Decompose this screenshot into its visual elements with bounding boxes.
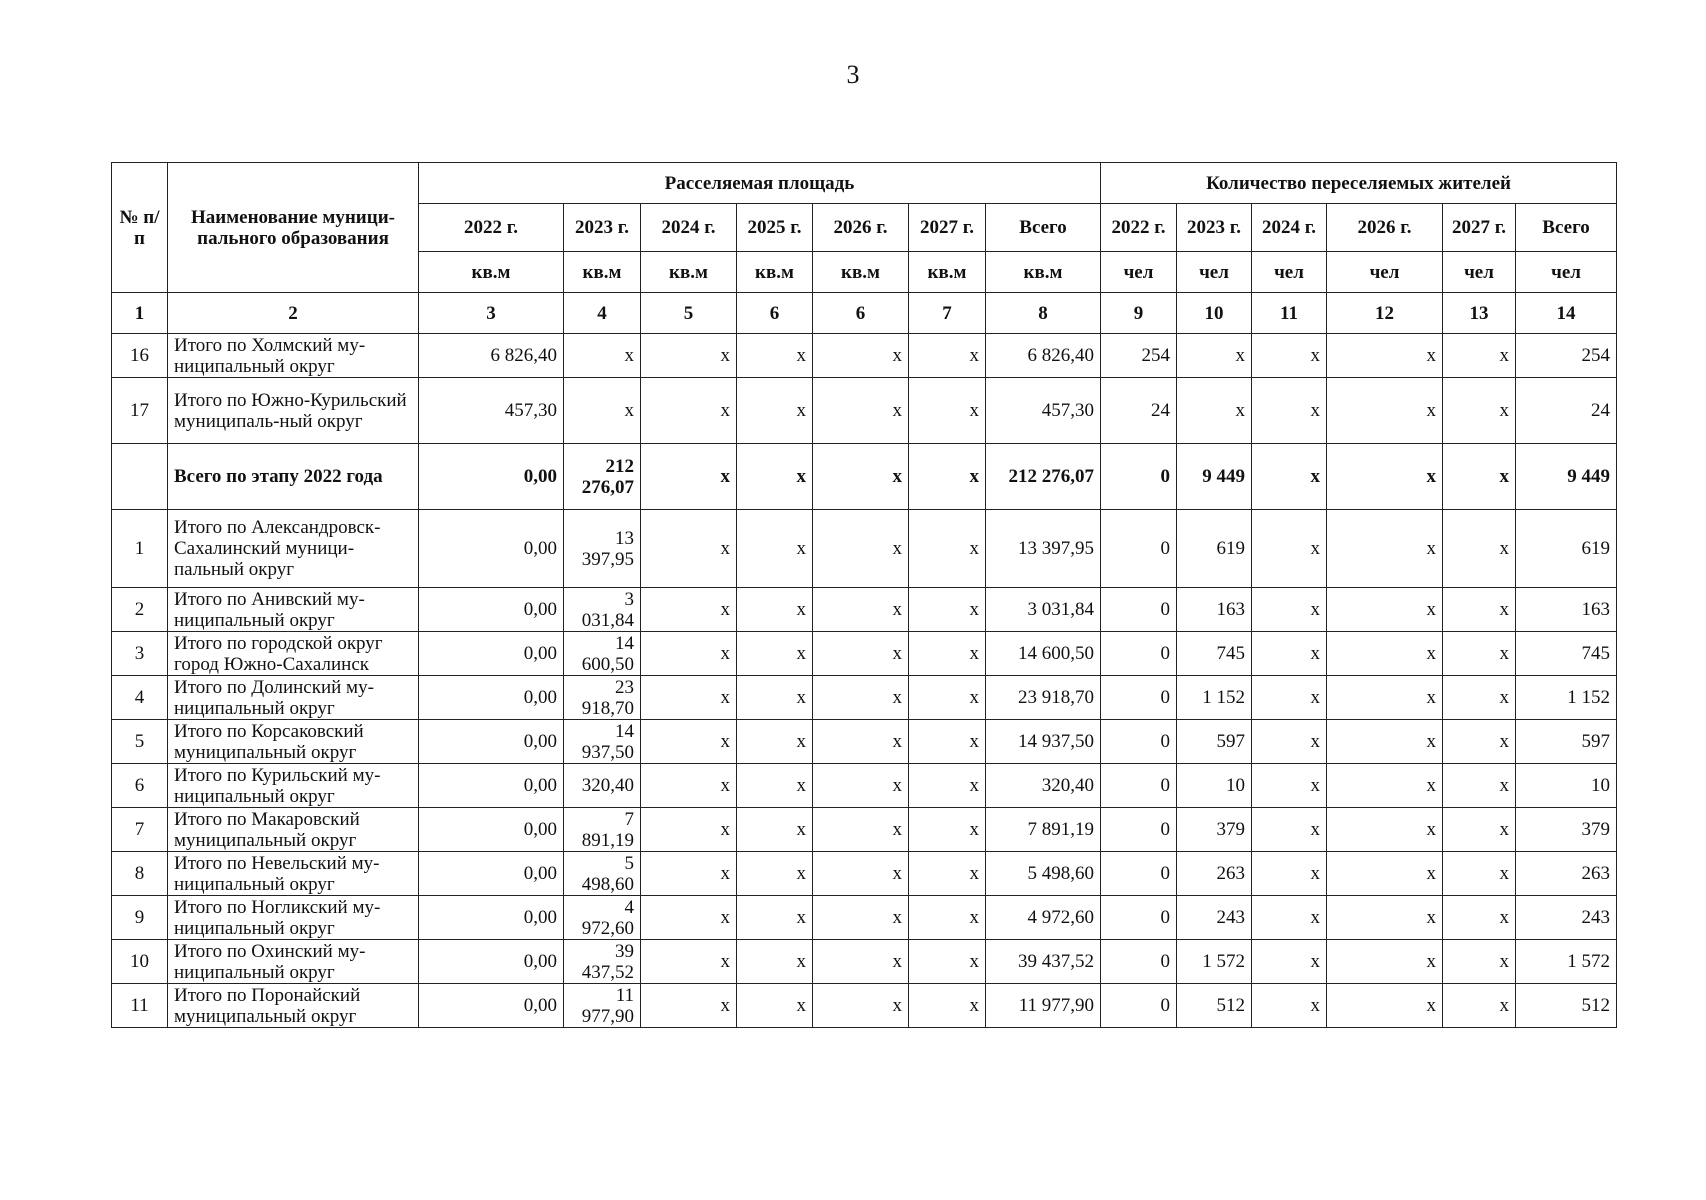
- municipality-name: Итого по Долинский му-ниципальный округ: [168, 676, 419, 720]
- header-unit: чел: [1443, 252, 1516, 293]
- header-area-year: 2025 г.: [737, 204, 813, 252]
- area-value-cell: x: [813, 632, 909, 676]
- people-value-cell: x: [1443, 378, 1516, 444]
- table-row: [112, 852, 1617, 896]
- municipality-name: Итого по Курильский му-ниципальный округ: [168, 764, 419, 808]
- people-value-cell: 619: [1177, 510, 1252, 588]
- area-value-cell: 7 891,19: [986, 808, 1101, 852]
- header-unit: кв.м: [737, 252, 813, 293]
- column-index: 6: [813, 293, 909, 334]
- header-unit: чел: [1252, 252, 1327, 293]
- area-value-cell: 0,00: [419, 632, 564, 676]
- area-value-cell: x: [737, 676, 813, 720]
- area-value-cell: x: [813, 444, 909, 510]
- column-index-row: [112, 293, 1617, 334]
- area-value-cell: x: [564, 378, 641, 444]
- column-index: 3: [419, 293, 564, 334]
- area-value-cell: 11 977,90: [564, 984, 641, 1028]
- people-value-cell: x: [1252, 334, 1327, 378]
- header-number: № п/п: [112, 163, 168, 293]
- area-value-cell: x: [813, 720, 909, 764]
- people-value-cell: x: [1327, 984, 1443, 1028]
- people-value-cell: x: [1327, 852, 1443, 896]
- header-unit: кв.м: [986, 252, 1101, 293]
- municipality-name: Итого по Ногликский му-ниципальный округ: [168, 896, 419, 940]
- header-people-group: Количество переселяемых жителей: [1101, 163, 1617, 204]
- people-value-cell: 9 449: [1177, 444, 1252, 510]
- header-area-year: 2026 г.: [813, 204, 909, 252]
- people-value-cell: 243: [1177, 896, 1252, 940]
- area-value-cell: x: [909, 720, 986, 764]
- column-index: 9: [1101, 293, 1177, 334]
- area-value-cell: x: [909, 764, 986, 808]
- area-value-cell: x: [737, 444, 813, 510]
- area-value-cell: x: [737, 588, 813, 632]
- people-value-cell: 10: [1177, 764, 1252, 808]
- area-value-cell: x: [641, 852, 737, 896]
- area-value-cell: 320,40: [564, 764, 641, 808]
- people-value-cell: x: [1443, 444, 1516, 510]
- people-value-cell: x: [1443, 588, 1516, 632]
- people-value-cell: 263: [1516, 852, 1617, 896]
- people-value-cell: 24: [1101, 378, 1177, 444]
- people-value-cell: x: [1327, 588, 1443, 632]
- people-value-cell: x: [1252, 444, 1327, 510]
- area-value-cell: 0,00: [419, 676, 564, 720]
- people-value-cell: x: [1252, 588, 1327, 632]
- area-value-cell: x: [813, 334, 909, 378]
- people-value-cell: x: [1443, 896, 1516, 940]
- area-value-cell: 0,00: [419, 984, 564, 1028]
- people-value-cell: 379: [1516, 808, 1617, 852]
- area-value-cell: x: [909, 676, 986, 720]
- area-value-cell: 23 918,70: [986, 676, 1101, 720]
- area-value-cell: x: [641, 720, 737, 764]
- people-value-cell: 512: [1177, 984, 1252, 1028]
- area-value-cell: x: [737, 940, 813, 984]
- column-index: 10: [1177, 293, 1252, 334]
- area-value-cell: x: [813, 896, 909, 940]
- area-value-cell: x: [813, 984, 909, 1028]
- area-value-cell: 320,40: [986, 764, 1101, 808]
- area-value-cell: 39 437,52: [564, 940, 641, 984]
- area-value-cell: x: [737, 764, 813, 808]
- header-area-total: Всего: [986, 204, 1101, 252]
- table-row: [112, 676, 1617, 720]
- people-value-cell: 0: [1101, 632, 1177, 676]
- people-value-cell: 0: [1101, 720, 1177, 764]
- header-people-year: 2026 г.: [1327, 204, 1443, 252]
- area-value-cell: x: [641, 676, 737, 720]
- area-value-cell: 0,00: [419, 764, 564, 808]
- people-value-cell: x: [1327, 334, 1443, 378]
- area-value-cell: 0,00: [419, 808, 564, 852]
- area-value-cell: x: [641, 378, 737, 444]
- table-row: [112, 940, 1617, 984]
- header-unit: кв.м: [909, 252, 986, 293]
- people-value-cell: 619: [1516, 510, 1617, 588]
- people-value-cell: 0: [1101, 510, 1177, 588]
- area-value-cell: x: [737, 720, 813, 764]
- area-value-cell: 7 891,19: [564, 808, 641, 852]
- area-value-cell: 0,00: [419, 444, 564, 510]
- header-unit: чел: [1327, 252, 1443, 293]
- area-value-cell: x: [909, 510, 986, 588]
- area-value-cell: x: [641, 334, 737, 378]
- people-value-cell: 1 572: [1516, 940, 1617, 984]
- municipality-name: Итого по Корсаковский муниципальный округ: [168, 720, 419, 764]
- municipality-name: Итого по Анивский му-ниципальный округ: [168, 588, 419, 632]
- people-value-cell: 597: [1177, 720, 1252, 764]
- people-value-cell: 379: [1177, 808, 1252, 852]
- area-value-cell: x: [737, 334, 813, 378]
- header-people-total: Всего: [1516, 204, 1617, 252]
- people-value-cell: x: [1327, 444, 1443, 510]
- people-value-cell: 254: [1101, 334, 1177, 378]
- people-value-cell: 24: [1516, 378, 1617, 444]
- people-value-cell: x: [1327, 896, 1443, 940]
- row-number: 10: [112, 940, 168, 984]
- row-number: 6: [112, 764, 168, 808]
- people-value-cell: 597: [1516, 720, 1617, 764]
- area-value-cell: x: [737, 896, 813, 940]
- row-number: 1: [112, 510, 168, 588]
- people-value-cell: x: [1327, 940, 1443, 984]
- people-value-cell: x: [1443, 808, 1516, 852]
- people-value-cell: x: [1252, 510, 1327, 588]
- table-row: [112, 378, 1617, 444]
- area-value-cell: x: [737, 510, 813, 588]
- column-index: 12: [1327, 293, 1443, 334]
- area-value-cell: 6 826,40: [419, 334, 564, 378]
- area-value-cell: x: [909, 984, 986, 1028]
- people-value-cell: 9 449: [1516, 444, 1617, 510]
- people-value-cell: x: [1177, 378, 1252, 444]
- municipality-name: Итого по Макаровский муниципальный округ: [168, 808, 419, 852]
- column-index: 4: [564, 293, 641, 334]
- header-people-year: 2023 г.: [1177, 204, 1252, 252]
- table-row: [112, 808, 1617, 852]
- table-row: [112, 984, 1617, 1028]
- header-area-year: 2024 г.: [641, 204, 737, 252]
- column-index: 8: [986, 293, 1101, 334]
- header-area-group: Расселяемая площадь: [419, 163, 1101, 204]
- header-area-year: 2023 г.: [564, 204, 641, 252]
- people-value-cell: 745: [1516, 632, 1617, 676]
- people-value-cell: 254: [1516, 334, 1617, 378]
- row-number: [112, 444, 168, 510]
- area-value-cell: x: [641, 588, 737, 632]
- area-value-cell: x: [813, 378, 909, 444]
- people-value-cell: 0: [1101, 808, 1177, 852]
- people-value-cell: x: [1443, 940, 1516, 984]
- area-value-cell: x: [909, 808, 986, 852]
- area-value-cell: x: [737, 632, 813, 676]
- header-unit: кв.м: [641, 252, 737, 293]
- area-value-cell: x: [813, 510, 909, 588]
- column-index: 11: [1252, 293, 1327, 334]
- people-value-cell: x: [1252, 896, 1327, 940]
- area-value-cell: x: [909, 852, 986, 896]
- people-value-cell: x: [1252, 378, 1327, 444]
- header-municipality-name: Наименование муници-пального образования: [168, 163, 419, 293]
- area-value-cell: 14 937,50: [564, 720, 641, 764]
- header-area-year: 2022 г.: [419, 204, 564, 252]
- header-people-year: 2024 г.: [1252, 204, 1327, 252]
- area-value-cell: 0,00: [419, 720, 564, 764]
- people-value-cell: 0: [1101, 852, 1177, 896]
- area-value-cell: x: [909, 378, 986, 444]
- area-value-cell: 13 397,95: [564, 510, 641, 588]
- people-value-cell: 0: [1101, 940, 1177, 984]
- header-unit: чел: [1177, 252, 1252, 293]
- people-value-cell: 0: [1101, 676, 1177, 720]
- header-unit: чел: [1101, 252, 1177, 293]
- people-value-cell: 745: [1177, 632, 1252, 676]
- table-row: [112, 588, 1617, 632]
- people-value-cell: 243: [1516, 896, 1617, 940]
- row-number: 16: [112, 334, 168, 378]
- header-unit: кв.м: [564, 252, 641, 293]
- people-value-cell: x: [1443, 764, 1516, 808]
- people-value-cell: 1 152: [1177, 676, 1252, 720]
- area-value-cell: x: [909, 334, 986, 378]
- resettlement-table: [111, 162, 1617, 1028]
- table-row: [112, 334, 1617, 378]
- header-unit: чел: [1516, 252, 1617, 293]
- people-value-cell: x: [1443, 984, 1516, 1028]
- row-number: 2: [112, 588, 168, 632]
- people-value-cell: x: [1443, 720, 1516, 764]
- area-value-cell: 3 031,84: [564, 588, 641, 632]
- people-value-cell: x: [1327, 632, 1443, 676]
- row-number: 5: [112, 720, 168, 764]
- column-index: 1: [112, 293, 168, 334]
- area-value-cell: x: [641, 444, 737, 510]
- people-value-cell: 1 152: [1516, 676, 1617, 720]
- column-index: 14: [1516, 293, 1617, 334]
- header-area-year: 2027 г.: [909, 204, 986, 252]
- people-value-cell: 163: [1516, 588, 1617, 632]
- municipality-name: Всего по этапу 2022 года: [168, 444, 419, 510]
- people-value-cell: x: [1327, 764, 1443, 808]
- row-number: 3: [112, 632, 168, 676]
- area-value-cell: x: [737, 852, 813, 896]
- area-value-cell: x: [641, 510, 737, 588]
- people-value-cell: x: [1443, 676, 1516, 720]
- people-value-cell: 0: [1101, 984, 1177, 1028]
- area-value-cell: 4 972,60: [564, 896, 641, 940]
- column-index: 7: [909, 293, 986, 334]
- area-value-cell: 14 937,50: [986, 720, 1101, 764]
- table-row: [112, 896, 1617, 940]
- people-value-cell: x: [1252, 940, 1327, 984]
- people-value-cell: 0: [1101, 764, 1177, 808]
- people-value-cell: x: [1443, 334, 1516, 378]
- area-value-cell: 0,00: [419, 510, 564, 588]
- people-value-cell: x: [1177, 334, 1252, 378]
- area-value-cell: x: [641, 808, 737, 852]
- area-value-cell: 3 031,84: [986, 588, 1101, 632]
- area-value-cell: 212 276,07: [564, 444, 641, 510]
- people-value-cell: 0: [1101, 444, 1177, 510]
- people-value-cell: x: [1443, 632, 1516, 676]
- people-value-cell: 512: [1516, 984, 1617, 1028]
- row-number: 7: [112, 808, 168, 852]
- area-value-cell: 11 977,90: [986, 984, 1101, 1028]
- row-number: 4: [112, 676, 168, 720]
- column-index: 2: [168, 293, 419, 334]
- row-number: 9: [112, 896, 168, 940]
- people-value-cell: x: [1252, 764, 1327, 808]
- municipality-name: Итого по городской округ город Южно-Сахалинск: [168, 632, 419, 676]
- municipality-name: Итого по Холмский му-ниципальный округ: [168, 334, 419, 378]
- area-value-cell: x: [813, 852, 909, 896]
- people-value-cell: 263: [1177, 852, 1252, 896]
- people-value-cell: x: [1252, 984, 1327, 1028]
- page-number: 3: [846, 60, 860, 89]
- header-people-year: 2027 г.: [1443, 204, 1516, 252]
- area-value-cell: 14 600,50: [986, 632, 1101, 676]
- header-unit: кв.м: [813, 252, 909, 293]
- table-row: [112, 632, 1617, 676]
- column-index: 5: [641, 293, 737, 334]
- area-value-cell: 23 918,70: [564, 676, 641, 720]
- table-row: [112, 764, 1617, 808]
- municipality-name: Итого по Александровск-Сахалинский муници-пальный округ: [168, 510, 419, 588]
- area-value-cell: 457,30: [986, 378, 1101, 444]
- municipality-name: Итого по Охинский му-ниципальный округ: [168, 940, 419, 984]
- area-value-cell: 6 826,40: [986, 334, 1101, 378]
- area-value-cell: x: [909, 588, 986, 632]
- row-number: 8: [112, 852, 168, 896]
- area-value-cell: x: [813, 588, 909, 632]
- area-value-cell: x: [737, 984, 813, 1028]
- people-value-cell: x: [1327, 378, 1443, 444]
- area-value-cell: x: [813, 808, 909, 852]
- area-value-cell: 0,00: [419, 896, 564, 940]
- area-value-cell: x: [564, 334, 641, 378]
- people-value-cell: 163: [1177, 588, 1252, 632]
- table-row: [112, 444, 1617, 510]
- people-value-cell: x: [1252, 852, 1327, 896]
- people-value-cell: x: [1252, 808, 1327, 852]
- area-value-cell: 14 600,50: [564, 632, 641, 676]
- area-value-cell: 13 397,95: [986, 510, 1101, 588]
- area-value-cell: 212 276,07: [986, 444, 1101, 510]
- people-value-cell: x: [1327, 720, 1443, 764]
- area-value-cell: x: [641, 896, 737, 940]
- people-value-cell: x: [1327, 510, 1443, 588]
- people-value-cell: x: [1252, 632, 1327, 676]
- people-value-cell: 10: [1516, 764, 1617, 808]
- people-value-cell: x: [1443, 852, 1516, 896]
- area-value-cell: 0,00: [419, 588, 564, 632]
- municipality-name: Итого по Поронайский муниципальный округ: [168, 984, 419, 1028]
- area-value-cell: 457,30: [419, 378, 564, 444]
- area-value-cell: 4 972,60: [986, 896, 1101, 940]
- municipality-name: Итого по Невельский му-ниципальный округ: [168, 852, 419, 896]
- area-value-cell: x: [813, 764, 909, 808]
- header-unit: кв.м: [419, 252, 564, 293]
- people-value-cell: x: [1327, 676, 1443, 720]
- area-value-cell: x: [737, 808, 813, 852]
- area-value-cell: 5 498,60: [564, 852, 641, 896]
- table-row: [112, 720, 1617, 764]
- table-row: [112, 510, 1617, 588]
- area-value-cell: 0,00: [419, 852, 564, 896]
- municipality-name: Итого по Южно-Курильский муниципаль-ный округ: [168, 378, 419, 444]
- people-value-cell: 1 572: [1177, 940, 1252, 984]
- row-number: 17: [112, 378, 168, 444]
- people-value-cell: x: [1252, 720, 1327, 764]
- people-value-cell: 0: [1101, 588, 1177, 632]
- area-value-cell: x: [813, 940, 909, 984]
- area-value-cell: x: [737, 378, 813, 444]
- area-value-cell: 5 498,60: [986, 852, 1101, 896]
- area-value-cell: x: [641, 984, 737, 1028]
- area-value-cell: x: [641, 940, 737, 984]
- header-people-year: 2022 г.: [1101, 204, 1177, 252]
- people-value-cell: x: [1327, 808, 1443, 852]
- area-value-cell: 0,00: [419, 940, 564, 984]
- area-value-cell: x: [909, 896, 986, 940]
- area-value-cell: x: [909, 444, 986, 510]
- area-value-cell: 39 437,52: [986, 940, 1101, 984]
- people-value-cell: 0: [1101, 896, 1177, 940]
- area-value-cell: x: [813, 676, 909, 720]
- row-number: 11: [112, 984, 168, 1028]
- column-index: 6: [737, 293, 813, 334]
- area-value-cell: x: [641, 632, 737, 676]
- area-value-cell: x: [909, 940, 986, 984]
- people-value-cell: x: [1252, 676, 1327, 720]
- people-value-cell: x: [1443, 510, 1516, 588]
- area-value-cell: x: [641, 764, 737, 808]
- column-index: 13: [1443, 293, 1516, 334]
- area-value-cell: x: [909, 632, 986, 676]
